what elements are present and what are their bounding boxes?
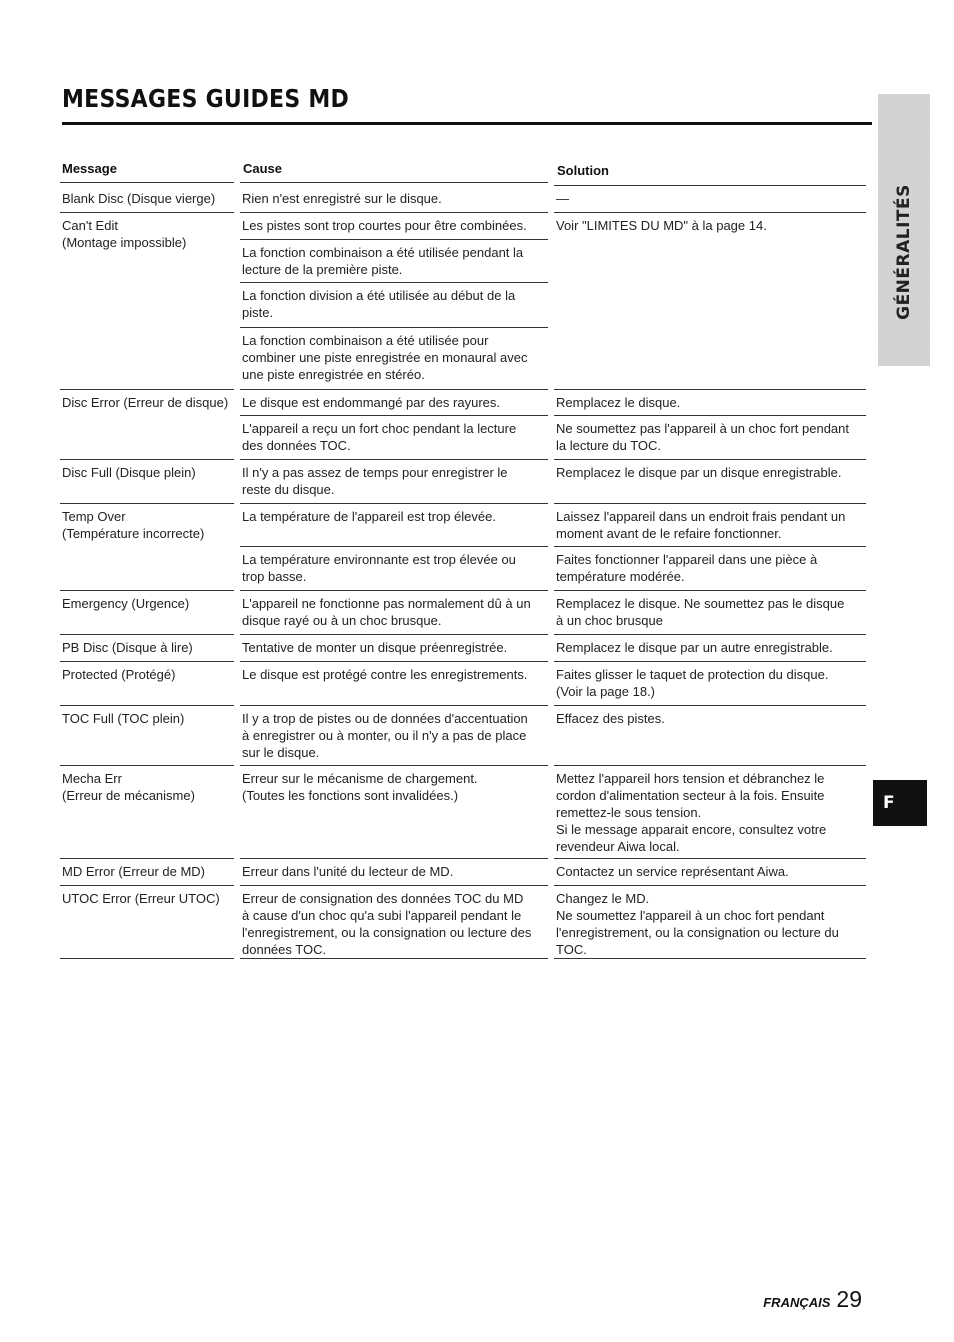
cell-cause: Erreur sur le mécanisme de chargement. (Toutes les fonctions sont invalidées.) (242, 771, 478, 803)
language-badge-label: F (883, 793, 895, 813)
cell-cause: Le disque est protégé contre les enregistrements. (242, 667, 528, 682)
cell-cause: Erreur dans l'unité du lecteur de MD. (242, 864, 454, 879)
cell-message: PB Disc (Disque à lire) (62, 640, 193, 655)
cell-cause: L'appareil a reçu un fort choc pendant la lecture des données TOC. (242, 421, 517, 453)
row-rule-message (60, 459, 234, 460)
cell-solution: Changez le MD. Ne soumettez l'appareil à un choc fort pendant l'enregistrement, ou la consignation ou lecture du TOC. (556, 891, 839, 957)
page-footer (763, 1286, 862, 1313)
row-rule-message (60, 389, 234, 390)
cell-cause: Rien n'est enregistré sur le disque. (242, 191, 442, 206)
header-message: Message (62, 161, 117, 176)
cell-cause: La fonction division a été utilisée au début de la piste. (242, 288, 516, 320)
header-cause: Cause (243, 161, 283, 176)
row-rule-solution (554, 765, 866, 766)
cell-solution: Effacez des pistes. (556, 711, 665, 726)
cell-solution: Laissez l'appareil dans un endroit frais pendant un moment avant de le refaire fonctionner. (556, 509, 846, 541)
cell-cause: La fonction combinaison a été utilisée pour combiner une piste enregistrée en monaural avec une piste enregistrée en stéréo. (242, 333, 528, 382)
row-rule-cause (240, 661, 548, 662)
row-rule-solution (554, 858, 866, 859)
cell-solution: Mettez l'appareil hors tension et débranchez le cordon d'alimentation secteur à la fois. Ensuite remettez-le sous tension. Si le message apparait encore, consultez votre revendeur Aiwa local. (556, 771, 827, 854)
cell-solution: Faites glisser le taquet de protection du disque. (Voir la page 18.) (556, 667, 829, 699)
cell-cause: L'appareil ne fonctionne pas normalement dû à un disque rayé ou à un choc brusque. (242, 596, 531, 628)
row-rule-solution (554, 590, 866, 591)
cell-solution: Contactez un service représentant Aiwa. (556, 864, 789, 879)
cell-cause: La température environnante est trop élevée ou trop basse. (242, 552, 516, 584)
cell-message: Protected (Protégé) (62, 667, 176, 682)
section-tab-label: GÉNÉRALITÉS (894, 184, 915, 320)
cell-solution: Faites fonctionner l'appareil dans une pièce à température modérée. (556, 552, 818, 584)
cell-message: Disc Full (Disque plein) (62, 465, 196, 480)
cell-message: Can't Edit (Montage impossible) (62, 218, 187, 250)
cell-cause: Il n'y a pas assez de temps pour enregistrer le reste du disque. (242, 465, 508, 497)
header-rule-solution (554, 185, 866, 186)
row-rule-message (60, 705, 234, 706)
footer-language: FRANÇAIS (763, 1295, 831, 1310)
cell-cause: Les pistes sont trop courtes pour être combinées. (242, 218, 527, 233)
header-rule-cause (240, 182, 548, 183)
row-rule-cause (240, 459, 548, 460)
row-rule-cause (240, 239, 548, 240)
row-rule-solution (554, 389, 866, 390)
cell-cause: Erreur de consignation des données TOC du MD à cause d'un choc qu'a subi l'appareil pendant le l'enregistrement, ou la consignation ou lecture des données TOC. (242, 891, 532, 957)
row-rule-message (60, 858, 234, 859)
cell-solution: Remplacez le disque par un autre enregistrable. (556, 640, 833, 655)
row-rule-solution (554, 503, 866, 504)
row-rule-cause (240, 415, 548, 416)
cell-message: Disc Error (Erreur de disque) (62, 395, 229, 410)
cell-message: Emergency (Urgence) (62, 596, 190, 611)
header-solution: Solution (557, 163, 609, 178)
cell-cause: La température de l'appareil est trop élevée. (242, 509, 496, 524)
row-rule-cause (240, 765, 548, 766)
cell-message: Temp Over (Température incorrecte) (62, 509, 205, 541)
row-rule-cause (240, 705, 548, 706)
cell-cause: Il y a trop de pistes ou de données d'accentuation à enregistrer ou à monter, ou il n'y a pas de place sur le disque. (242, 711, 528, 760)
row-rule-message (60, 212, 234, 213)
row-rule-message (60, 590, 234, 591)
row-rule-cause (240, 634, 548, 635)
row-rule-cause (240, 503, 548, 504)
cell-cause: Tentative de monter un disque préenregistrée. (242, 640, 508, 655)
cell-cause: La fonction combinaison a été utilisée pendant la lecture de la première piste. (242, 245, 524, 277)
cell-message: MD Error (Erreur de MD) (62, 864, 206, 879)
cell-solution: Remplacez le disque. (556, 395, 681, 410)
row-rule-cause (240, 885, 548, 886)
cell-solution: Remplacez le disque par un disque enregistrable. (556, 465, 842, 480)
row-rule-cause (240, 212, 548, 213)
row-rule-cause (240, 590, 548, 591)
cell-message: Mecha Err (Erreur de mécanisme) (62, 771, 195, 803)
cell-message: Blank Disc (Disque vierge) (62, 191, 216, 206)
row-rule-cause (240, 327, 548, 328)
row-rule-solution (554, 459, 866, 460)
row-rule-solution (554, 634, 866, 635)
cell-solution: Remplacez le disque. Ne soumettez pas le disque à un choc brusque (556, 596, 845, 628)
page-number: 29 (836, 1286, 862, 1312)
row-rule-cause (240, 958, 548, 959)
row-rule-solution (554, 958, 866, 959)
cell-message: TOC Full (TOC plein) (62, 711, 185, 726)
page-title: MESSAGES GUIDES MD (62, 84, 350, 113)
cell-solution: Ne soumettez pas l'appareil à un choc fort pendant la lecture du TOC. (556, 421, 849, 453)
cell-solution: — (556, 191, 569, 206)
cell-solution: Voir "LIMITES DU MD" à la page 14. (556, 218, 767, 233)
row-rule-message (60, 765, 234, 766)
row-rule-solution (554, 546, 866, 547)
row-rule-solution (554, 661, 866, 662)
row-rule-cause (240, 282, 548, 283)
row-rule-message (60, 661, 234, 662)
title-rule (62, 122, 872, 125)
section-tab (878, 94, 930, 366)
row-rule-solution (554, 415, 866, 416)
row-rule-message (60, 503, 234, 504)
header-rule-message (60, 182, 234, 183)
row-rule-solution (554, 705, 866, 706)
row-rule-solution (554, 885, 866, 886)
row-rule-cause (240, 389, 548, 390)
language-badge (873, 780, 927, 826)
cell-cause: Le disque est endommangé par des rayures. (242, 395, 500, 410)
cell-message: UTOC Error (Erreur UTOC) (62, 891, 220, 906)
row-rule-message (60, 958, 234, 959)
row-rule-message (60, 634, 234, 635)
row-rule-message (60, 885, 234, 886)
row-rule-cause (240, 546, 548, 547)
row-rule-cause (240, 858, 548, 859)
row-rule-solution (554, 212, 866, 213)
